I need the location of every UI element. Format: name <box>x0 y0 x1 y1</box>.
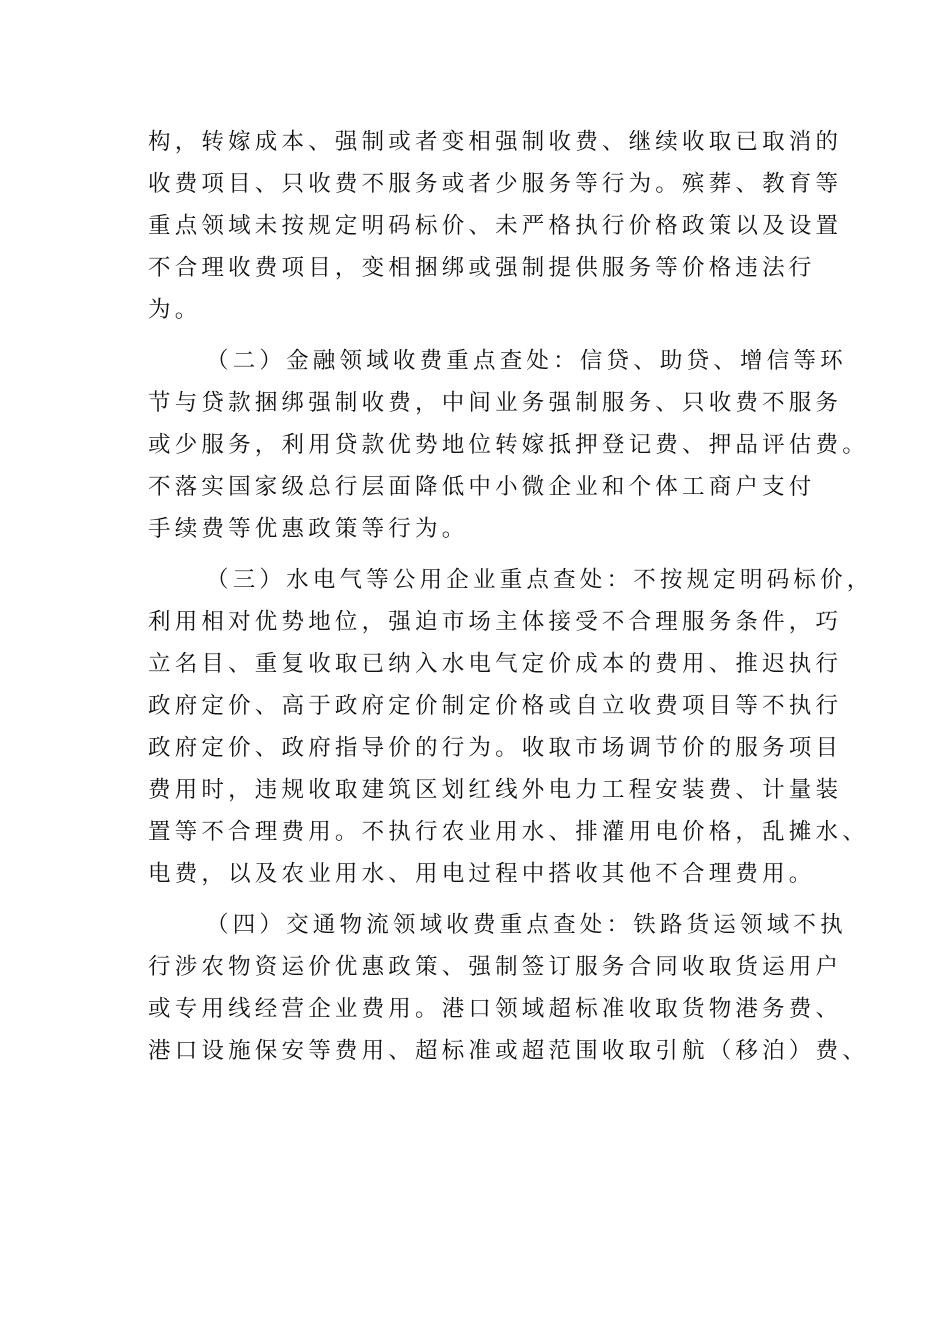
body-line: 置等不合理费用。不执行农业用水、排灌用电价格，乱摊水、 <box>148 819 869 845</box>
body-line: 或专用线经营企业费用。港口领域超标准收取货物港务费、 <box>148 996 843 1022</box>
paragraph-first-line: （二）金融领域收费重点查处：信贷、助贷、增信等环 <box>206 348 847 374</box>
body-line: 政府定价、政府指导价的行为。收取市场调节价的服务项目 <box>148 735 843 761</box>
body-line: 为。 <box>148 297 202 323</box>
paragraph-first-line: （三）水电气等公用企业重点查处：不按规定明码标价， <box>206 567 874 593</box>
body-line: 手续费等优惠政策等行为。 <box>148 516 469 542</box>
body-line: 重点领域未按规定明码标价、未严格执行价格政策以及设置 <box>148 213 843 239</box>
body-line: 立名目、重复收取已纳入水电气定价成本的费用、推迟执行 <box>148 651 843 677</box>
body-line: 构，转嫁成本、强制或者变相强制收费、继续收取已取消的 <box>148 129 843 155</box>
body-line: 收费项目、只收费不服务或者少服务等行为。殡葬、教育等 <box>148 171 843 197</box>
body-line: 或少服务，利用贷款优势地位转嫁抵押登记费、押品评估费。 <box>148 432 869 458</box>
body-line: 行涉农物资运价优惠政策、强制签订服务合同收取货运用户 <box>148 954 843 980</box>
body-line: 不合理收费项目，变相捆绑或强制提供服务等价格违法行 <box>148 255 816 281</box>
body-line: 港口设施保安等费用、超标准或超范围收取引航（移泊）费、 <box>148 1038 869 1064</box>
body-line: 节与贷款捆绑强制收费，中间业务强制服务、只收费不服务 <box>148 390 843 416</box>
body-line: 不落实国家级总行层面降低中小微企业和个体工商户支付 <box>148 474 816 500</box>
body-line: 政府定价、高于政府定价制定价格或自立收费项目等不执行 <box>148 693 843 719</box>
body-line: 电费，以及农业用水、用电过程中搭收其他不合理费用。 <box>148 861 816 887</box>
paragraph-first-line: （四）交通物流领域收费重点查处：铁路货运领域不执 <box>206 912 847 938</box>
body-line: 费用时，违规收取建筑区划红线外电力工程安装费、计量装 <box>148 777 843 803</box>
body-line: 利用相对优势地位，强迫市场主体接受不合理服务条件，巧 <box>148 609 843 635</box>
